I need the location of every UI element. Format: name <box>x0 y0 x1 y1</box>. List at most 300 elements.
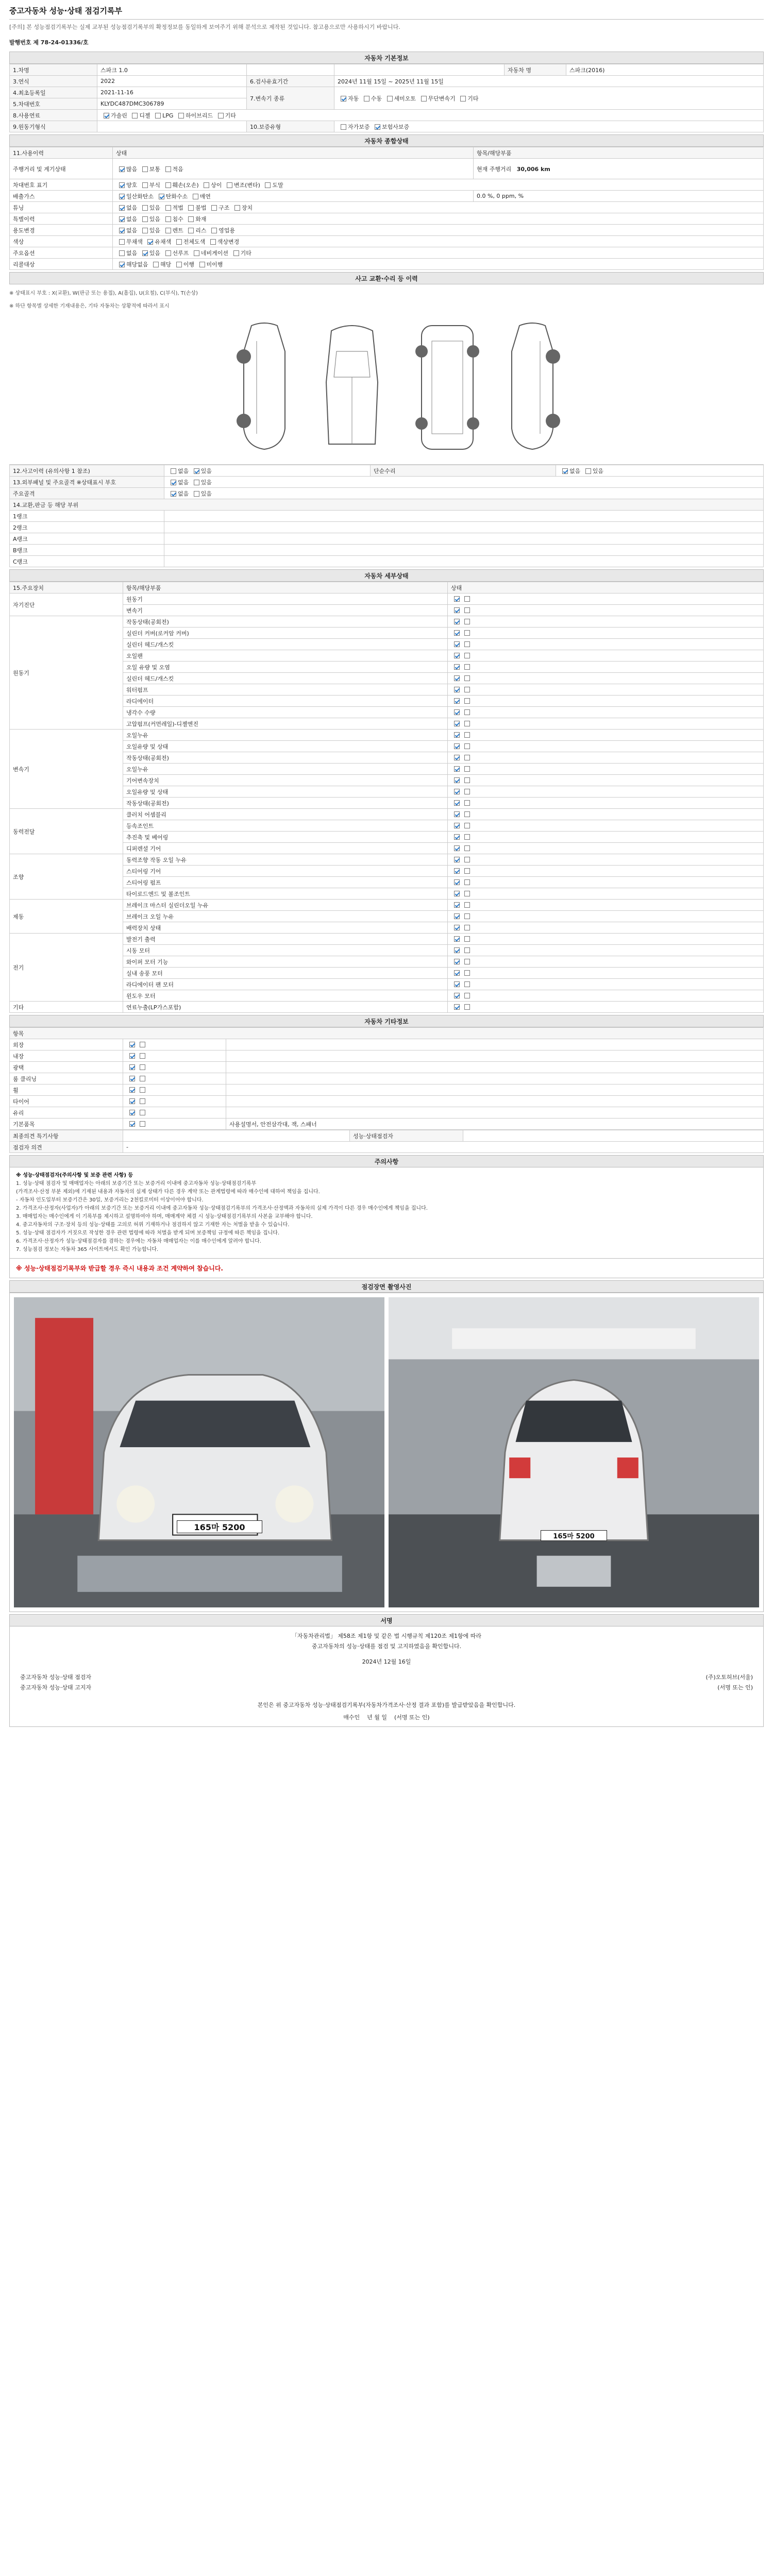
other-row-label: 타이어 <box>10 1096 123 1107</box>
rank-label: B랭크 <box>10 545 164 556</box>
device-part-name: 오일팬 <box>123 650 448 662</box>
basic-info-table <box>9 64 764 132</box>
checkbox[interactable] <box>464 902 470 908</box>
inspection-photo-front <box>14 1297 384 1607</box>
checkbox[interactable] <box>454 1004 460 1010</box>
checkbox[interactable] <box>142 205 148 211</box>
checkbox[interactable] <box>140 1042 145 1047</box>
summary-options: 해당없음 해당 이행 미이행 <box>113 259 764 270</box>
checkbox[interactable] <box>464 993 470 998</box>
checkbox[interactable] <box>464 721 470 726</box>
checkbox[interactable] <box>454 947 460 953</box>
other-row-label: 기본품목 <box>10 1118 123 1130</box>
checkbox[interactable] <box>147 239 153 245</box>
other-row-detail: 사용설명서, 안전삼각대, 잭, 스패너 <box>226 1118 764 1130</box>
device-part-name: 발전기 출력 <box>123 934 448 945</box>
device-part-name: 등속조인트 <box>123 820 448 832</box>
checkbox[interactable] <box>454 857 460 862</box>
device-status <box>448 639 764 650</box>
label-engine-type: 9.원동기형식 <box>10 121 97 132</box>
device-status <box>448 809 764 820</box>
device-part-name: 실린더 헤드/개스킷 <box>123 639 448 650</box>
checkbox[interactable] <box>464 811 470 817</box>
checkbox[interactable] <box>454 709 460 715</box>
checkbox[interactable] <box>188 205 194 211</box>
checkbox[interactable] <box>193 194 198 199</box>
checkbox[interactable] <box>454 653 460 658</box>
detail-table <box>9 582 764 1013</box>
checkbox[interactable] <box>119 182 125 188</box>
checkbox[interactable] <box>119 250 125 256</box>
checkbox[interactable] <box>454 766 460 772</box>
checkbox[interactable] <box>234 205 240 211</box>
checkbox[interactable] <box>132 113 138 118</box>
caution-line: - 자동차 인도일부터 보증기간은 30일, 보증거리는 2천킬로미터 이상이어야 합니다. <box>16 1197 204 1203</box>
summary-options: 양호 부식 훼손(오손) 상이 변조(변타) 도말 <box>113 179 764 191</box>
checkbox[interactable] <box>165 205 171 211</box>
transmission-options: 자동 수동 세미오토 무단변속기 기타 <box>334 87 764 110</box>
checkbox[interactable] <box>140 1087 145 1093</box>
device-part-name: 작동상태(공회전) <box>123 798 448 809</box>
label-transmission: 7.변속기 종류 <box>247 87 334 110</box>
checkbox[interactable] <box>454 834 460 840</box>
checkbox[interactable] <box>265 182 271 188</box>
checkbox[interactable] <box>454 675 460 681</box>
value-vin: KLYDC487DMC306789 <box>97 98 247 110</box>
checkbox[interactable] <box>464 959 470 964</box>
checkbox[interactable] <box>129 1087 135 1093</box>
col-mileage: 항목/해당부품 <box>474 147 764 159</box>
other-row-status <box>123 1118 226 1130</box>
device-group-name: 동력전달 <box>10 809 123 854</box>
summary-header: 자동차 종합상태 <box>9 134 764 147</box>
value-inspection-period: 2024년 11월 15일 ~ 2025년 11월 15일 <box>334 76 764 87</box>
other-row-status <box>123 1107 226 1118</box>
device-status <box>448 684 764 696</box>
checkbox[interactable] <box>142 216 148 222</box>
checkbox[interactable] <box>454 664 460 670</box>
checkbox[interactable] <box>464 641 470 647</box>
checkbox[interactable] <box>464 970 470 976</box>
checkbox[interactable] <box>159 194 164 199</box>
inspector-label: 중고자동차 성능·상태 점검자 <box>20 1674 92 1681</box>
checkbox[interactable] <box>454 879 460 885</box>
checkbox[interactable] <box>119 194 125 199</box>
checkbox[interactable] <box>464 766 470 772</box>
other-row-label: 광택 <box>10 1062 123 1073</box>
checkbox[interactable] <box>454 732 460 738</box>
checkbox[interactable] <box>171 491 176 497</box>
checkbox[interactable] <box>464 913 470 919</box>
checkbox[interactable] <box>211 205 217 211</box>
checkbox[interactable] <box>171 480 176 485</box>
other-row-label: 룸 클리닝 <box>10 1073 123 1084</box>
summary-options: 일산화탄소 탄화수소 매연 <box>113 191 474 202</box>
checkbox[interactable] <box>129 1076 135 1081</box>
checkbox[interactable] <box>454 902 460 908</box>
checkbox[interactable] <box>142 228 148 233</box>
checkbox[interactable] <box>464 732 470 738</box>
summary-options: 없음 있음 렌트 리스 영업용 <box>113 225 764 236</box>
checkbox[interactable] <box>176 239 182 245</box>
summary-item: 리콜대상 <box>10 259 113 270</box>
checkbox[interactable] <box>104 113 109 118</box>
col-state: 상태 <box>113 147 474 159</box>
checkbox[interactable] <box>464 675 470 681</box>
device-part-name: 추진축 및 베어링 <box>123 832 448 843</box>
device-part-name: 실린더 헤드/개스킷 <box>123 673 448 684</box>
checkbox[interactable] <box>460 96 466 101</box>
sign-block <box>9 1626 764 1727</box>
checkbox[interactable] <box>464 823 470 828</box>
checkbox[interactable] <box>233 250 239 256</box>
checkbox[interactable] <box>464 834 470 840</box>
checkbox[interactable] <box>341 96 346 101</box>
device-status <box>448 979 764 990</box>
device-part-name: 브레이크 오일 누유 <box>123 911 448 922</box>
col-item: 11.사용이력 <box>10 147 113 159</box>
device-status <box>448 673 764 684</box>
checkbox[interactable] <box>119 166 125 172</box>
device-group-name: 제동 <box>10 900 123 934</box>
checkbox[interactable] <box>454 800 460 806</box>
device-status <box>448 911 764 922</box>
checkbox[interactable] <box>464 1004 470 1010</box>
other-row-label: 유리 <box>10 1107 123 1118</box>
checkbox[interactable] <box>454 607 460 613</box>
checkbox[interactable] <box>454 619 460 624</box>
checkbox[interactable] <box>194 491 199 497</box>
inspector-value: (주)오토허브(서울) <box>705 1674 753 1681</box>
device-status <box>448 888 764 900</box>
device-part-name: 오일누유 <box>123 764 448 775</box>
checkbox[interactable] <box>194 250 199 256</box>
checkbox[interactable] <box>464 845 470 851</box>
device-group-name: 조향 <box>10 854 123 900</box>
device-status <box>448 934 764 945</box>
rank-label: 1랭크 <box>10 511 164 522</box>
checkbox[interactable] <box>140 1121 145 1127</box>
label-vin: 5.차대번호 <box>10 98 97 110</box>
device-status <box>448 752 764 764</box>
checkbox[interactable] <box>464 868 470 874</box>
checkbox[interactable] <box>454 687 460 692</box>
checkbox[interactable] <box>464 879 470 885</box>
checkbox[interactable] <box>454 596 460 602</box>
checkbox[interactable] <box>454 936 460 942</box>
car-top-front-icon <box>318 320 385 454</box>
summary-options: 무채색 유채색 전체도색 색상변경 <box>113 236 764 247</box>
checkbox[interactable] <box>454 641 460 647</box>
device-status <box>448 820 764 832</box>
device-status <box>448 730 764 741</box>
caution-line: 5. 성능·상태 점검자가 거짓으로 작성한 경우 관련 법령에 따라 처벌을 받게 되며 보증책임 규정에 따른 책임을 집니다. <box>16 1230 280 1236</box>
checkbox[interactable] <box>341 124 346 130</box>
device-part-name: 와이퍼 모터 기능 <box>123 956 448 968</box>
checkbox[interactable] <box>194 468 199 474</box>
checkbox[interactable] <box>464 607 470 613</box>
checkbox[interactable] <box>464 755 470 760</box>
checkbox[interactable] <box>119 262 125 267</box>
summary-item: 주요옵션 <box>10 247 113 259</box>
checkbox[interactable] <box>218 113 224 118</box>
checkbox[interactable] <box>227 182 232 188</box>
document-title: 중고자동차 성능·상태 점검기록부 <box>9 6 123 15</box>
checkbox[interactable] <box>464 743 470 749</box>
checkbox[interactable] <box>454 891 460 896</box>
device-part-name: 오일유량 및 상태 <box>123 786 448 798</box>
checkbox[interactable] <box>140 1064 145 1070</box>
caution-list <box>9 1167 764 1259</box>
device-part-name: 기어변속장치 <box>123 775 448 786</box>
label-inspection-period: 6.검사유효기간 <box>247 76 334 87</box>
other-row-label: 휠 <box>10 1084 123 1096</box>
device-part-name: 오일누유 <box>123 730 448 741</box>
other-row-status <box>123 1084 226 1096</box>
rank-label: 2랭크 <box>10 522 164 533</box>
checkbox[interactable] <box>562 468 568 474</box>
device-group-name: 전기 <box>10 934 123 1002</box>
checkbox[interactable] <box>387 96 393 101</box>
label-fuel: 8.사용연료 <box>10 110 97 121</box>
checkbox[interactable] <box>210 239 216 245</box>
device-part-name: 변속기 <box>123 605 448 616</box>
checkbox[interactable] <box>165 182 171 188</box>
checkbox[interactable] <box>454 970 460 976</box>
device-status <box>448 877 764 888</box>
label-warranty: 10.보증유형 <box>247 121 334 132</box>
checkbox[interactable] <box>142 182 148 188</box>
value-note: - <box>123 1142 764 1153</box>
checkbox[interactable] <box>129 1053 135 1059</box>
checkbox[interactable] <box>178 113 184 118</box>
accident-options: 없음 있음 <box>164 465 371 477</box>
device-part-name: 클러치 어셈블리 <box>123 809 448 820</box>
car-side-right-icon <box>504 320 561 454</box>
checkbox[interactable] <box>129 1121 135 1127</box>
checkbox[interactable] <box>165 166 171 172</box>
summary-item: 튜닝 <box>10 202 113 213</box>
checkbox[interactable] <box>464 709 470 715</box>
accident-header: 사고 교환·수리 등 이력 <box>9 272 764 284</box>
checkbox[interactable] <box>129 1042 135 1047</box>
summary-options: 없음 있음 적법 불법 구조 장치 <box>113 202 764 213</box>
checkbox[interactable] <box>155 113 161 118</box>
checkbox[interactable] <box>375 124 380 130</box>
device-part-name: 배력장치 상태 <box>123 922 448 934</box>
other-header: 자동차 기타정보 <box>9 1015 764 1027</box>
checkbox[interactable] <box>464 653 470 658</box>
sign-line-2: 중고자동차의 성능·상태를 점검 및 고지하였음을 확인합니다. <box>311 1643 462 1650</box>
notice-text: [주의] 본 성능점검기록부는 실제 교부된 성능점검기록부의 확정정보를 동일하게 보여주기 위해 분석으로 제작된 것입니다. 참고용으로만 사용하시기 바랍니다. <box>9 19 764 35</box>
certificate-number: 발행번호 제 78-24-01336/호 <box>9 39 89 46</box>
checkbox[interactable] <box>464 936 470 942</box>
caution-line: 6. 가격조사·산정자가 성능·상태점검자를 겸하는 경우에는 자동차 매매업자는 이를 매수인에게 알려야 합니다. <box>16 1239 261 1244</box>
checkbox[interactable] <box>421 96 427 101</box>
label-year: 3.연식 <box>10 76 97 87</box>
label-main-frame: 주요골격 <box>10 488 164 499</box>
label-usage: 자동차 명 <box>505 64 566 76</box>
other-row-detail <box>226 1107 764 1118</box>
checkbox[interactable] <box>464 925 470 930</box>
device-status <box>448 628 764 639</box>
checkbox[interactable] <box>464 981 470 987</box>
checkbox[interactable] <box>464 619 470 624</box>
device-status <box>448 854 764 866</box>
device-part-name: 오일 유량 및 오염 <box>123 662 448 673</box>
checkbox[interactable] <box>140 1098 145 1104</box>
checkbox[interactable] <box>454 981 460 987</box>
checkbox[interactable] <box>464 947 470 953</box>
summary-options: 많음 보통 적음 <box>113 159 474 179</box>
checkbox[interactable] <box>129 1064 135 1070</box>
col-device: 15.주요장치 <box>10 582 123 594</box>
checkbox[interactable] <box>129 1110 135 1115</box>
rank-title: 14.교환,판금 등 해당 부위 <box>10 499 764 511</box>
other-row-label: 내장 <box>10 1050 123 1062</box>
device-part-name: 냉각수 수량 <box>123 707 448 718</box>
label-car-name: 1.차명 <box>10 64 97 76</box>
car-diagram-area <box>9 310 764 465</box>
other-row-status <box>123 1073 226 1084</box>
label-inspector: 성능·상태점검자 <box>350 1130 463 1142</box>
summary-item: 차대번호 표기 <box>10 179 113 191</box>
checkbox[interactable] <box>464 596 470 602</box>
checkbox[interactable] <box>188 228 194 233</box>
checkbox[interactable] <box>119 239 125 245</box>
label-opinion: 최종의견 특기사항 <box>10 1130 123 1142</box>
other-row-detail <box>226 1084 764 1096</box>
device-status <box>448 900 764 911</box>
other-row-status <box>123 1050 226 1062</box>
checkbox[interactable] <box>464 891 470 896</box>
checkbox[interactable] <box>454 630 460 636</box>
caution-header: 주의사항 <box>9 1155 764 1167</box>
notifier-value: (서명 또는 인) <box>717 1684 753 1691</box>
value-usage: 스파크(2016) <box>566 64 764 76</box>
checkbox[interactable] <box>188 216 194 222</box>
other-table <box>9 1027 764 1130</box>
label-first-registration: 4.최초등록일 <box>10 87 97 98</box>
checkbox[interactable] <box>464 687 470 692</box>
device-group-name: 자기진단 <box>10 594 123 616</box>
checkbox[interactable] <box>454 743 460 749</box>
checkbox[interactable] <box>454 789 460 794</box>
repair-options: 없음 있음 <box>556 465 764 477</box>
checkbox[interactable] <box>140 1053 145 1059</box>
photo-block <box>9 1293 764 1612</box>
checkbox[interactable] <box>171 468 176 474</box>
checkbox[interactable] <box>464 857 470 862</box>
checkbox[interactable] <box>454 925 460 930</box>
checkbox[interactable] <box>464 630 470 636</box>
checkbox[interactable] <box>142 166 148 172</box>
checkbox[interactable] <box>165 216 171 222</box>
panel-options: 없음 있음 <box>164 477 764 488</box>
buyer-label: 매수인 <box>343 1714 360 1721</box>
device-part-name: 실내 송풍 모터 <box>123 968 448 979</box>
device-part-name: 워터펌프 <box>123 684 448 696</box>
checkbox[interactable] <box>165 250 171 256</box>
checkbox[interactable] <box>454 811 460 817</box>
checkbox[interactable] <box>176 262 182 267</box>
caution-line: (가격조사·산정 부분 제외)에 기재된 내용과 자동차의 실제 상태가 다른 경우 계약 또는 관계법령에 따라 매수인에 대하여 책임을 집니다. <box>16 1189 320 1195</box>
checkbox[interactable] <box>204 182 209 188</box>
device-part-name: 브레이크 마스터 실린더오일 누유 <box>123 900 448 911</box>
checkbox[interactable] <box>454 913 460 919</box>
checkbox[interactable] <box>454 755 460 760</box>
checkbox[interactable] <box>464 789 470 794</box>
confirm-line: 본인은 위 중고자동차 성능·상태점검기록부(자동차가격조사·산정 결과 포함)를 발급받았음을 확인합니다. <box>257 1702 516 1708</box>
photos-header: 점검장면 촬영사진 <box>9 1280 764 1293</box>
summary-options: 없음 있음 선루프 네비게이션 기타 <box>113 247 764 259</box>
checkbox[interactable] <box>454 959 460 964</box>
checkbox[interactable] <box>464 664 470 670</box>
checkbox[interactable] <box>119 216 125 222</box>
checkbox[interactable] <box>464 698 470 704</box>
checkbox[interactable] <box>165 228 171 233</box>
device-status <box>448 616 764 628</box>
checkbox[interactable] <box>454 721 460 726</box>
device-status <box>448 662 764 673</box>
checkbox[interactable] <box>454 993 460 998</box>
checkbox[interactable] <box>454 823 460 828</box>
device-status <box>448 605 764 616</box>
checkbox[interactable] <box>140 1110 145 1115</box>
caution-line: 3. 매매업자는 매수인에게 이 기록부를 제시하고 설명하여야 하며, 매매계약 체결 시 성능·상태점검기록부의 사본을 교부해야 합니다. <box>16 1214 313 1219</box>
mileage-cell: 현재 주행거리 30,006 km <box>474 159 764 179</box>
checkbox[interactable] <box>119 205 125 211</box>
device-status <box>448 945 764 956</box>
checkbox[interactable] <box>199 262 205 267</box>
car-side-left-icon <box>236 320 293 454</box>
device-status <box>448 956 764 968</box>
frame-options: 없음 있음 <box>164 488 764 499</box>
checkbox[interactable] <box>153 262 159 267</box>
checkbox[interactable] <box>211 228 217 233</box>
checkbox[interactable] <box>585 468 591 474</box>
device-part-name: 원동기 <box>123 594 448 605</box>
device-part-name: 동력조향 작동 오일 누유 <box>123 854 448 866</box>
checkbox[interactable] <box>142 250 148 256</box>
checkbox[interactable] <box>454 777 460 783</box>
caution-line: 2. 가격조사·산정자(사업자)가 아래의 보증기간 또는 보증거리 이내에 중고자동차 성능·상태점검기록부의 가격조사·산정액과 자동차의 실제 가격이 다른 경우 매수인에게 책임을 집니다. <box>16 1206 428 1211</box>
checkbox[interactable] <box>129 1098 135 1104</box>
checkbox[interactable] <box>454 868 460 874</box>
device-part-name: 연료누출(LP가스포함) <box>123 1002 448 1013</box>
checkbox[interactable] <box>194 480 199 485</box>
checkbox[interactable] <box>454 698 460 704</box>
warranty-options: 자가보증 보험사보증 <box>334 121 764 132</box>
other-row-detail <box>226 1096 764 1107</box>
device-group-name: 기타 <box>10 1002 123 1013</box>
device-group-name: 변속기 <box>10 730 123 809</box>
caution-line: 4. 중고자동차의 구조·장치 등의 성능·상태를 고의로 허위 기재하거나 점검하지 않고 기재한 자는 처벌을 받을 수 있습니다. <box>16 1222 290 1228</box>
checkbox[interactable] <box>464 777 470 783</box>
footer-date: 년 월 일 <box>367 1714 388 1721</box>
plate-number-front: 165마 5200 <box>177 1520 262 1533</box>
checkbox[interactable] <box>364 96 369 101</box>
checkbox[interactable] <box>140 1076 145 1081</box>
inspection-photo-rear <box>389 1297 759 1607</box>
checkbox[interactable] <box>454 845 460 851</box>
checkbox[interactable] <box>119 228 125 233</box>
summary-item: 용도변경 <box>10 225 113 236</box>
checkbox[interactable] <box>464 800 470 806</box>
caution-line: 1. 성능·상태 점검자 및 매매업자는 아래의 보증기간 또는 보증거리 이내에 중고자동차 성능·상태점검기록부 <box>16 1181 257 1187</box>
rank-label: C랭크 <box>10 556 164 567</box>
device-part-name: 고압펌프(커먼레일)-디젤엔진 <box>123 718 448 730</box>
